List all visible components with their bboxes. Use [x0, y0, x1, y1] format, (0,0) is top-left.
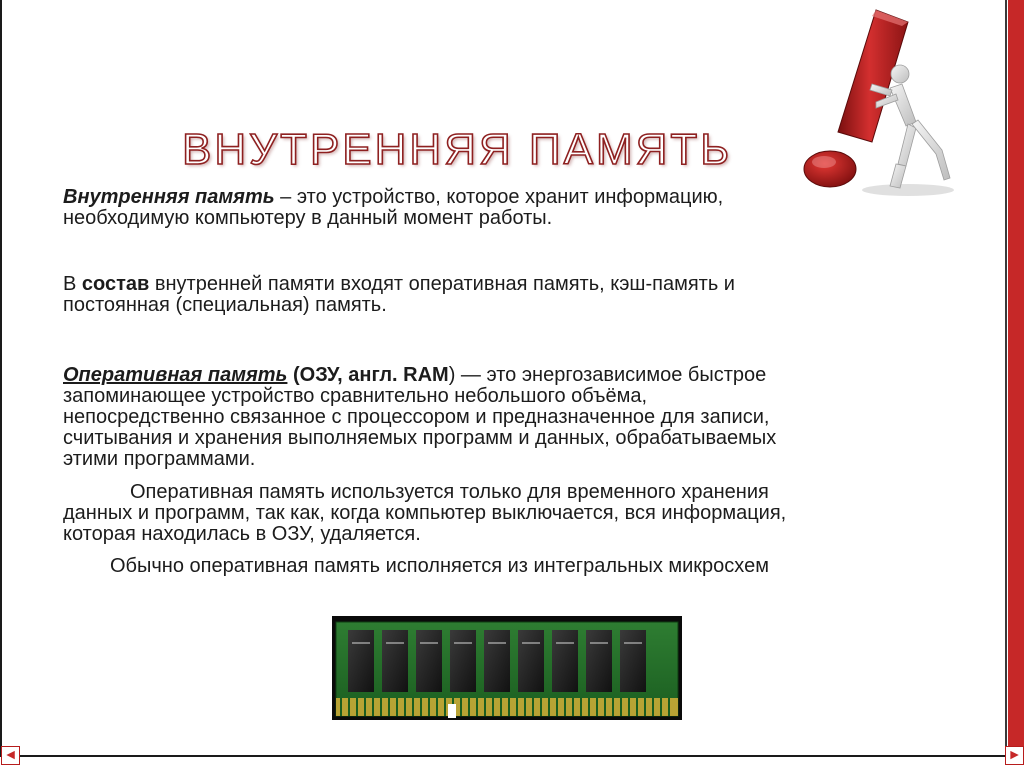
frame-bottom-border: [0, 755, 1024, 768]
ram-abbreviation: (ОЗУ, англ. RAM: [287, 364, 449, 386]
term-ram: Оперативная память: [63, 364, 288, 386]
paragraph-2-text: внутренней памяти входят оперативная память, кэш-память и: [149, 273, 735, 295]
paragraph-3-line-4: считывания и хранения выполняемых программ и данных, обрабатываемых: [63, 427, 777, 449]
paragraph-3-line-5: этими программами.: [63, 448, 256, 470]
paragraph-2-line-1: [63, 274, 735, 295]
paragraph-1-line-1: [63, 187, 723, 208]
next-slide-button[interactable]: ►: [1005, 746, 1024, 765]
previous-slide-button[interactable]: ◄: [1, 746, 20, 765]
paragraph-4-line-2: данных и программ, так как, когда компьютер выключается, вся информация,: [63, 502, 787, 524]
paragraph-4-line-3: которая находилась в ОЗУ, удаляется.: [63, 523, 421, 545]
term-internal-memory: Внутренняя память: [63, 186, 275, 208]
frame-left-border: [0, 0, 2, 768]
frame-right-line: [1005, 0, 1007, 757]
paragraph-3-line-3: непосредственно связанное с процессором и предназначенное для записи,: [63, 406, 770, 428]
ram-module-image: [330, 612, 684, 728]
paragraph-3-line-1: [63, 365, 766, 386]
paragraph-1-text: – это устройство, которое хранит информацию,: [274, 186, 724, 208]
paragraph-3-line-2: запоминающее устройство сравнительно небольшого объёма,: [63, 385, 648, 407]
paragraph-2-prefix: В: [63, 273, 82, 295]
page-title: ВНУТРЕННЯЯ ПАМЯТЬ: [182, 125, 733, 174]
frame-right-accent-bar: [1008, 0, 1024, 757]
paragraph-2-line-2: постоянная (специальная) память.: [63, 294, 387, 316]
paragraph-4-line-1: Оперативная память используется только для временного хранения: [130, 481, 769, 503]
exclamation-figure-icon: [798, 4, 968, 204]
paragraph-5-line-1: Обычно оперативная память исполняется из интегральных микросхем: [110, 555, 769, 577]
paragraph-1-line-2: необходимую компьютеру в данный момент работы.: [63, 207, 553, 229]
term-composition: состав: [81, 273, 150, 295]
paragraph-3-text: ) — это энергозависимое быстрое: [448, 364, 767, 386]
